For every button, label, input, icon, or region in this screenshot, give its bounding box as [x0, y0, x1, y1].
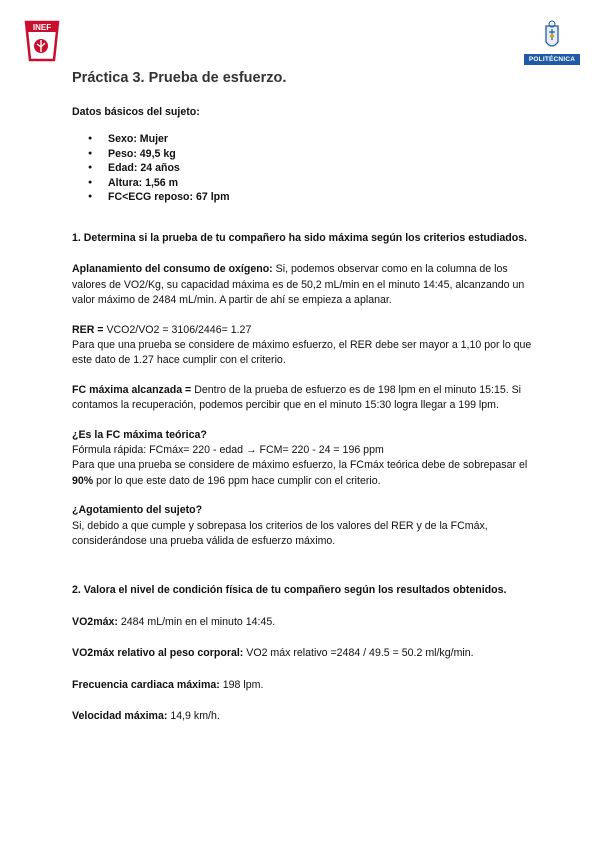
vo2max-value: 2484 mL/min en el minuto 14:45.	[117, 615, 276, 628]
fc-max-paragraph	[72, 383, 532, 414]
vo2max-line	[72, 615, 532, 630]
rer-text: Para que una prueba se considere de máximo esfuerzo, el RER debe ser mayor a 1,10 por lo que este dato de 1.27 hace cumplir con el criterio.	[72, 339, 532, 367]
hrmax-value: 198 lpm.	[219, 678, 264, 691]
fc-theoretical-text	[72, 458, 532, 489]
crest-icon	[524, 20, 580, 54]
vo2rel-line	[72, 646, 532, 661]
page-title: Práctica 3. Prueba de esfuerzo.	[72, 70, 287, 86]
rer-section	[72, 323, 532, 369]
politecnica-logo	[524, 20, 580, 66]
plateau-paragraph	[72, 262, 532, 308]
exhaustion-section	[72, 503, 532, 549]
plateau-label: Aplanamiento del consumo de oxígeno:	[72, 263, 273, 276]
list-item: ● Altura: 1,56 m	[88, 176, 532, 191]
subject-list	[88, 132, 532, 205]
plateau-text: Si, podemos observar como en la columna de los valores de VO2/Kg, su capacidad máxima es de 50,2 mL/min en el minuto 14:45, alcanzando un valor máximo de 2484 mL/min. A partir de ahí se empieza a aplanar.	[72, 263, 525, 307]
fc-theoretical-text-b: por lo que este dato de 196 ppm hace cumplir con el criterio.	[93, 474, 381, 487]
vmax-label: Velocidad máxima:	[72, 710, 168, 723]
inef-logo	[24, 20, 60, 64]
rer-label: RER =	[72, 323, 107, 336]
vo2rel-label: VO2máx relativo al peso corporal:	[72, 647, 244, 660]
vo2rel-value: VO2 máx relativo =2484 / 49.5 = 50.2 ml/kg/min.	[243, 647, 474, 660]
document-body	[72, 70, 532, 741]
inef-logo-icon	[24, 20, 60, 64]
fc-theoretical-formula: Fórmula rápida: FCmáx= 220 - edad → FCM= 220 - 24 = 196 ppm	[72, 444, 384, 457]
rer-formula: VCO2/VO2 = 3106/2446= 1.27	[106, 323, 252, 336]
vmax-line	[72, 709, 532, 724]
hrmax-label: Frecuencia cardiaca máxima:	[72, 678, 220, 691]
subject-heading: Datos básicos del sujeto:	[72, 106, 200, 118]
question-2-title: 2. Valora el nivel de condición física de tu compañero según los resultados obtenidos.	[72, 584, 507, 597]
exhaustion-label: ¿Agotamiento del sujeto?	[72, 504, 203, 517]
svg-text:INEF: INEF	[32, 23, 52, 32]
list-item: ● Peso: 49,5 kg	[88, 147, 532, 162]
rer-line	[72, 323, 532, 338]
fc-theoretical-percent: 90%	[72, 474, 94, 487]
fc-theoretical-text-a: Para que una prueba se considere de máximo esfuerzo, la FCmáx teórica debe de sobrepasar el	[72, 459, 528, 472]
fc-theoretical-label: ¿Es la FC máxima teórica?	[72, 428, 207, 441]
vmax-value: 14,9 km/h.	[167, 710, 220, 723]
exhaustion-text: Si, debido a que cumple y sobrepasa los criterios de los valores del RER y de la FCmáx, considerándose una prueba válida de esfuerzo máximo.	[72, 519, 488, 548]
list-item: ● Sexo: Mujer	[88, 132, 532, 147]
politecnica-label: POLITÉCNICA	[524, 54, 580, 65]
hrmax-line	[72, 678, 532, 693]
fc-theoretical-section	[72, 428, 532, 490]
list-item: ● Edad: 24 años	[88, 161, 532, 176]
vo2max-label: VO2máx:	[72, 615, 118, 628]
fc-max-label: FC máxima alcanzada =	[72, 383, 195, 396]
fc-max-text: Dentro de la prueba de esfuerzo es de 198 lpm en el minuto 15:15. Si contamos la recuperación, podemos percibir que en el minuto 15:30 logra llegar a 199 lpm.	[72, 383, 522, 412]
question-1-title: 1. Determina si la prueba de tu compañero ha sido máxima según los criterios estudiados.	[72, 231, 528, 244]
list-item: ● FC<ECG reposo: 67 lpm	[88, 190, 532, 205]
